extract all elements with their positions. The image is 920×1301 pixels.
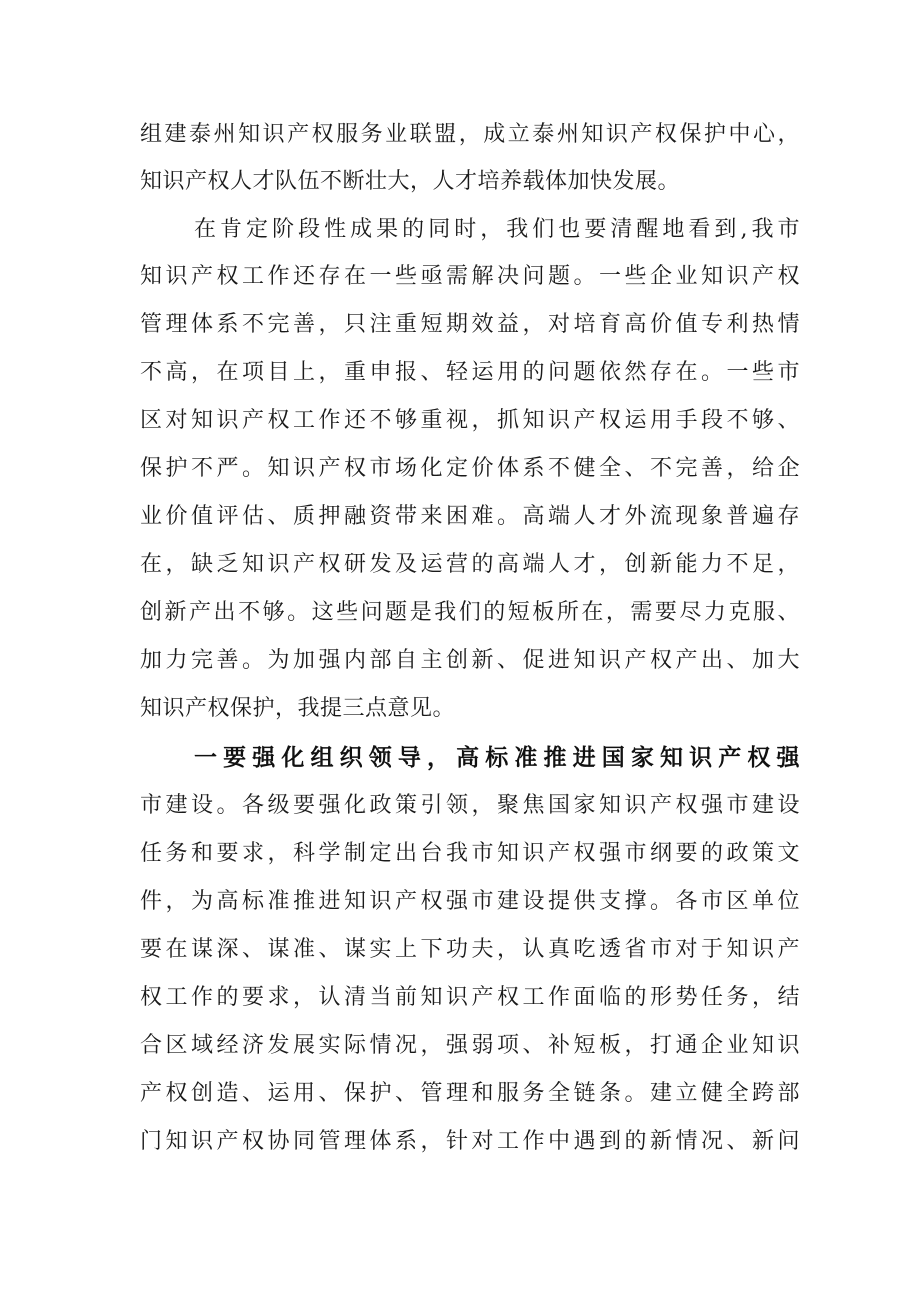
paragraph-1-line-1: 组建泰州知识产权服务业联盟，成立泰州知识产权保护中心， [140, 122, 800, 147]
paragraph-3-line-8: 门知识产权协同管理体系，针对工作中遇到的新情况、新问 [140, 1129, 800, 1154]
paragraph-3-line-5: 权工作的要求，认清当前知识产权工作面临的形势任务，结 [140, 985, 800, 1010]
paragraph-2-line-11: 知识产权保护，我提三点意见。 [140, 696, 456, 721]
paragraph-2-line-6: 保护不严。知识产权市场化定价体系不健全、不完善，给企 [140, 456, 800, 481]
paragraph-3-line-7: 产权创造、运用、保护、管理和服务全链条。建立健全跨部 [140, 1081, 800, 1106]
paragraph-2-line-9: 创新产出不够。这些问题是我们的短板所在，需要尽力克服、 [140, 600, 800, 625]
paragraph-2-line-8: 在，缺乏知识产权研发及运营的高端人才，创新能力不足， [140, 552, 800, 577]
paragraph-2-line-10: 加力完善。为加强内部自主创新、促进知识产权产出、加大 [140, 648, 800, 673]
paragraph-3-line-4: 要在谋深、谋准、谋实上下功夫，认真吃透省市对于知识产 [140, 937, 800, 962]
paragraph-2-line-4: 不高，在项目上，重申报、轻运用的问题依然存在。一些市 [140, 360, 800, 385]
paragraph-1-line-2: 知识产权人才队伍不断壮大，人才培养载体加快发展。 [140, 169, 681, 194]
paragraph-2-line-2: 知识产权工作还存在一些亟需解决问题。一些企业知识产权 [140, 264, 800, 289]
paragraph-2-line-7: 业价值评估、质押融资带来困难。高端人才外流现象普遍存 [140, 504, 800, 529]
paragraph-3-line-6: 合区域经济发展实际情况，强弱项、补短板，打通企业知识 [140, 1033, 800, 1058]
paragraph-3-line-3: 件，为高标准推进知识产权强市建设提供支撑。各市区单位 [140, 889, 800, 914]
paragraph-2-line-3: 管理体系不完善，只注重短期效益，对培育高价值专利热情 [140, 312, 800, 337]
paragraph-3-heading: 一要强化组织领导，高标准推进国家知识产权强 [194, 745, 800, 771]
paragraph-2-line-1: 在肯定阶段性成果的同时，我们也要清醒地看到,我市 [194, 217, 800, 242]
paragraph-2-line-5: 区对知识产权工作还不够重视，抓知识产权运用手段不够、 [140, 408, 800, 433]
paragraph-3-line-2: 任务和要求，科学制定出台我市知识产权强市纲要的政策文 [140, 841, 800, 866]
paragraph-3-line-1: 市建设。各级要强化政策引领，聚焦国家知识产权强市建设 [140, 793, 800, 818]
